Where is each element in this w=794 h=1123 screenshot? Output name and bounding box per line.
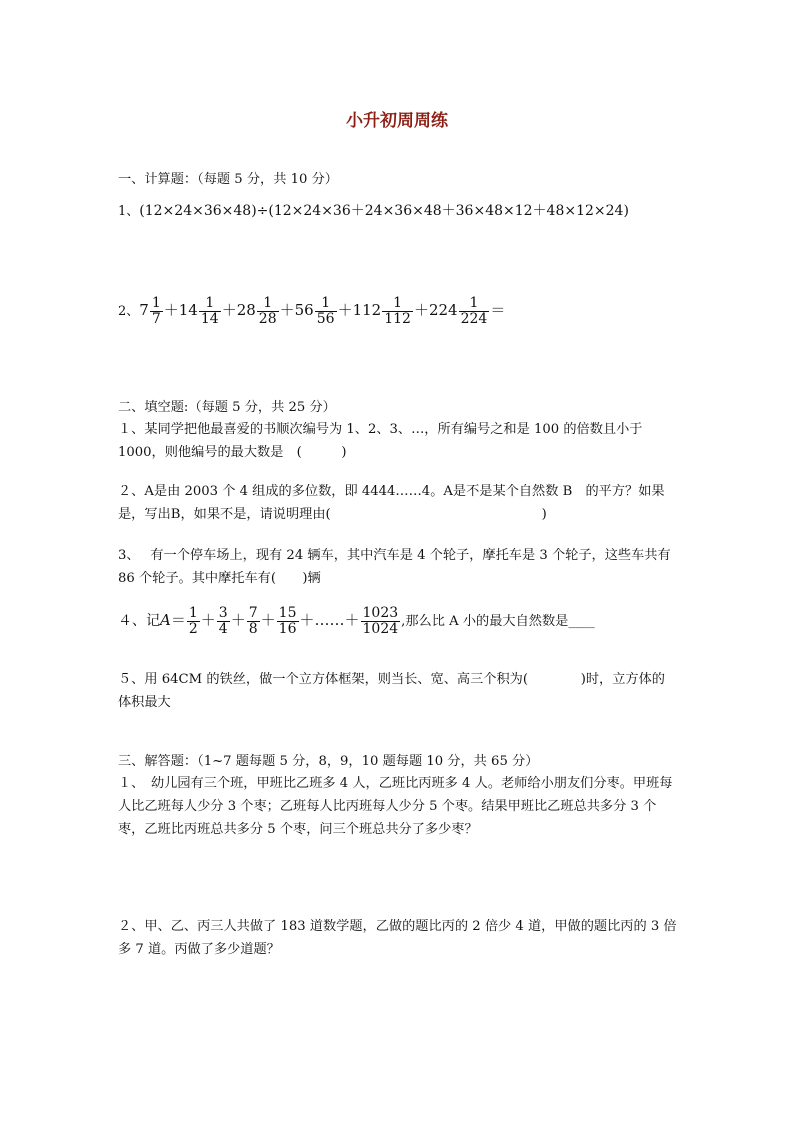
numerator: 1 <box>199 296 221 312</box>
denominator: 14 <box>200 310 219 327</box>
question-number: ４、记 <box>118 613 160 630</box>
ellipsis: ＋……＋ <box>299 611 360 630</box>
variable-a: A <box>160 611 171 630</box>
numerator: 1023 <box>362 605 399 621</box>
section2-question-4 <box>118 606 595 636</box>
numerator: 7 <box>248 605 258 621</box>
plus-sign: ＋ <box>279 301 295 320</box>
whole-part: 14 <box>178 301 198 320</box>
fraction <box>187 606 200 636</box>
page-title: 小升初周周练 <box>346 111 448 131</box>
fraction <box>382 296 413 326</box>
numerator: 15 <box>278 605 297 621</box>
fraction <box>199 296 221 326</box>
plus-sign: ＋ <box>163 301 179 320</box>
question-number: 2、 <box>118 304 140 320</box>
section1-question-2 <box>118 296 505 326</box>
denominator: 8 <box>248 620 258 637</box>
numerator: 3 <box>218 605 228 621</box>
numerator: 1 <box>151 295 161 311</box>
fraction-sum <box>186 605 401 637</box>
whole-part: 56 <box>294 301 314 320</box>
numerator: 1 <box>459 296 490 312</box>
whole-part: 224 <box>428 301 458 320</box>
denominator: 28 <box>258 310 277 327</box>
denominator: 112 <box>384 310 411 327</box>
section1-question-1 <box>118 200 629 220</box>
plus-sign: ＋ <box>413 301 429 320</box>
numerator: 1 <box>188 605 198 621</box>
section1-heading: 一、计算题：（每题 5 分，共 10 分） <box>118 172 338 187</box>
section3-question-1: １、 幼儿园有三个班，甲班比乙班多 4 人，乙班比丙班多 4 人。老师给小朋友们分枣。甲班每人比乙班每人少分 3 个枣；乙班每人比丙班每人少分 5 个枣。结果甲班比乙班总共多分 3 个枣，乙班比丙班总共多分 5 个枣，问三个班总共分了多少枣？ <box>118 776 673 837</box>
numerator: 1 <box>382 296 413 312</box>
section3-heading: 三、解答题：（1~7 题每题 5 分，8，9，10 题每题 10 分，共 65 分） <box>118 754 539 769</box>
question-number: 1、 <box>118 204 140 219</box>
plus-sign: ＋ <box>200 611 216 630</box>
fraction <box>150 296 163 326</box>
denominator: 7 <box>151 310 161 327</box>
whole-part: 28 <box>236 301 256 320</box>
mixed-number-sum <box>139 295 506 327</box>
section2-heading: 二、填空题:（每题 5 分，共 25 分） <box>118 400 336 415</box>
numerator: 1 <box>315 296 337 312</box>
equals-sign: ＝ <box>170 611 186 630</box>
section2-question-1: １、某同学把他最喜爱的书顺次编号为 1、2、3、…，所有编号之和是 100 的倍数且小于 1000，则他编号的最大数是 ( ) <box>118 422 643 460</box>
section2-question-3: 3、 有一个停车场上，现有 24 辆车，其中汽车是 4 个轮子，摩托车是 3 个轮子，这些车共有 86 个轮子。其中摩托车有( )辆 <box>118 548 671 586</box>
section2-question-2: ２、A是由 2003 个 4 组成的多位数，即 4444……4。A是不是某个自然数 B 的平方？如果是，写出B，如果不是，请说明理由( ) <box>118 484 665 522</box>
plus-sign: ＋ <box>230 611 246 630</box>
numerator: 1 <box>257 296 279 312</box>
fraction <box>247 606 260 636</box>
fraction <box>217 606 230 636</box>
plus-sign: ＋ <box>337 301 353 320</box>
fraction <box>257 296 279 326</box>
denominator: 2 <box>188 620 198 637</box>
fraction <box>315 296 337 326</box>
plus-sign: ＋ <box>221 301 237 320</box>
denominator: 4 <box>218 620 228 637</box>
section2-question-5: ５、用 64CM 的铁丝，做一个立方体框架，则当长、宽、高三个积为( )时，立方体的体积最大 <box>118 672 665 710</box>
equals-sign: ＝ <box>490 301 506 320</box>
denominator: 224 <box>460 310 488 327</box>
plus-sign: ＋ <box>260 611 276 630</box>
fraction <box>459 296 490 326</box>
expression: (12×24×36×48)÷(12×24×36＋24×36×48＋36×48×12＋48×12×24) <box>139 203 629 219</box>
whole-part: 112 <box>352 301 382 320</box>
denominator: 16 <box>278 620 297 637</box>
whole-part: 7 <box>139 301 149 320</box>
fraction <box>277 606 299 636</box>
denominator: 1024 <box>362 620 399 637</box>
fraction <box>361 606 401 636</box>
denominator: 56 <box>316 310 335 327</box>
section3-question-2: ２、甲、乙、丙三人共做了 183 道数学题，乙做的题比丙的 2 倍少 4 道，甲做的题比丙的 3 倍多 7 道。丙做了多少道题？ <box>118 919 677 957</box>
question-suffix: ,那么比 A 小的最大自然数是____ <box>401 614 595 630</box>
